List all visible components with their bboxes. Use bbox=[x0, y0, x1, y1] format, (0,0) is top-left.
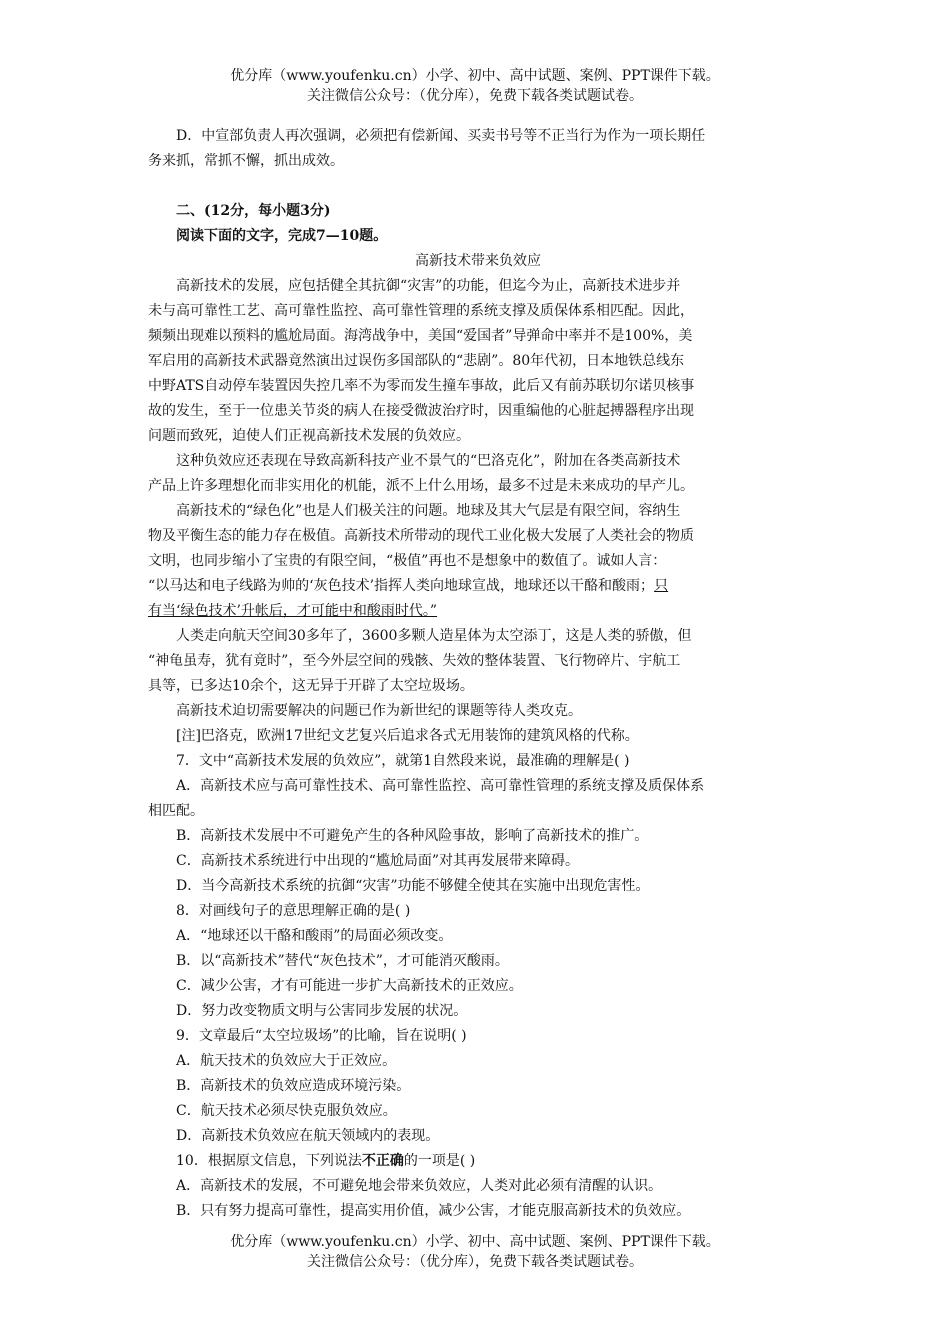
question-stem: 9．文章最后“太空垃圾场”的比喻，旨在说明( ) bbox=[176, 1028, 467, 1044]
text-line bbox=[148, 599, 808, 624]
option-b: B．以“高新技术”替代“灰色技术”，才可能消灭酸雨。 bbox=[176, 953, 509, 969]
option-a: A．航天技术的负效应大于正效应。 bbox=[176, 1053, 397, 1069]
header-line-1: 优分库（www.youfenku.cn）小学、初中、高中试题、案例、PPT课件下载。 bbox=[230, 68, 720, 84]
text-line: 这种负效应还表现在导致高新科技产业不景气的“巴洛克化”，附加在各类高新技术 bbox=[176, 453, 681, 469]
text-line: 物及平衡生态的能力存在极值。高新技术所带动的现代工业化极大发展了人类社会的物质 bbox=[148, 528, 694, 544]
question-stem: 8．对画线句子的意思理解正确的是( ) bbox=[176, 903, 411, 919]
option-a-cont: 相匹配。 bbox=[148, 803, 204, 819]
text-line: 文明，也同步缩小了宝贵的有限空间，“极值”再也不是想象中的数值了。诚如人言： bbox=[148, 553, 667, 569]
option-a: A．高新技术的发展，不可避免地会带来负效应，人类对此必须有清醒的认识。 bbox=[176, 1178, 663, 1194]
option-c: C．航天技术必须尽快克服负效应。 bbox=[176, 1103, 397, 1119]
text-line bbox=[148, 574, 808, 599]
text-line: 频频出现难以预料的尴尬局面。海湾战争中，美国“爱国者”导弹命中率并不是100%，美 bbox=[148, 328, 693, 344]
stem-emphasis: 不正确 bbox=[361, 1153, 404, 1169]
footer-line-1: 优分库（www.youfenku.cn）小学、初中、高中试题、案例、PPT课件下载。 bbox=[230, 1234, 720, 1250]
text-line: 具等，已多达10余个，这无异于开辟了太空垃圾场。 bbox=[148, 678, 474, 694]
option-a: A．“地球还以干酪和酸雨”的局面必须改变。 bbox=[176, 928, 453, 944]
text-line: 未与高可靠性工艺、高可靠性监控、高可靠性管理的系统支撑及质保体系相匹配。因此， bbox=[148, 303, 694, 319]
text-line: 问题而致死，迫使人们正视高新技术发展的负效应。 bbox=[148, 428, 470, 444]
stem-text-end: 的一项是( ) bbox=[403, 1153, 476, 1169]
article-paragraph-5: 高新技术迫切需要解决的问题已作为新世纪的课题等待人类攻克。 bbox=[176, 703, 582, 719]
option-d: D．当今高新技术系统的抗御“灾害”功能不够健全使其在实施中出现危害性。 bbox=[176, 878, 650, 894]
option-c: C．减少公害，才有可能进一步扩大高新技术的正效应。 bbox=[176, 978, 523, 994]
footer-line-2: 关注微信公众号：（优分库），免费下载各类试题试卷。 bbox=[307, 1254, 643, 1270]
question-stem: 7．文中“高新技术发展的负效应”，就第1自然段来说，最准确的理解是( ) bbox=[176, 753, 630, 769]
text-line: 高新技术的“绿色化”也是人们极关注的问题。地球及其大气层是有限空间，容纳生 bbox=[176, 503, 681, 519]
article-title: 高新技术带来负效应 bbox=[415, 253, 541, 269]
text-line: 军启用的高新技术武器竟然演出过误伤多国部队的“悲剧”。80年代初，日本地铁总线东 bbox=[148, 353, 685, 369]
option-a: A．高新技术应与高可靠性技术、高可靠性监控、高可靠性管理的系统支撑及质保体系 bbox=[176, 778, 705, 794]
option-b: B．高新技术发展中不可避免产生的各种风险事故，影响了高新技术的推广。 bbox=[176, 828, 649, 844]
underlined-sentence-start: 只 bbox=[654, 578, 669, 594]
section-heading: 二、(12分，每小题3分) bbox=[176, 203, 331, 219]
option-b: B．高新技术的负效应造成环境污染。 bbox=[176, 1078, 411, 1094]
text-line: 人类走向航天空间30多年了，3600多颗人造星体为太空添丁，这是人类的骄傲，但 bbox=[176, 628, 692, 644]
prev-option-d-line-2: 务来抓，常抓不懈，抓出成效。 bbox=[148, 153, 344, 169]
text-line: 故的发生，至于一位患关节炎的病人在接受微波治疗时，因重编他的心脏起搏器程序出现 bbox=[148, 403, 694, 419]
underlined-sentence-end: 有当‘绿色技术’升帐后，才可能中和酸雨时代。” bbox=[148, 603, 438, 619]
article-note: [注]巴洛克，欧洲17世纪文艺复兴后追求各式无用装饰的建筑风格的代称。 bbox=[176, 728, 639, 744]
option-d: D．高新技术负效应在航天领域内的表现。 bbox=[176, 1128, 440, 1144]
header-line-2: 关注微信公众号：（优分库），免费下载各类试题试卷。 bbox=[307, 88, 643, 104]
option-b: B．只有努力提高可靠性，提高实用价值，减少公害，才能克服高新技术的负效应。 bbox=[176, 1203, 691, 1219]
text-line: “神龟虽寿，犹有竟时”，至今外层空间的残骸、失效的整体装置、飞行物碎片、宇航工 bbox=[148, 653, 681, 669]
option-d: D．努力改变物质文明与公害同步发展的状况。 bbox=[176, 1003, 468, 1019]
section-instruction: 阅读下面的文字，完成7—10题。 bbox=[176, 228, 388, 244]
text-line: 高新技术的发展，应包括健全其抗御“灾害”的功能，但迄今为止，高新技术进步并 bbox=[176, 278, 681, 294]
text-line: 产品上许多理想化而非实用化的机能，派不上什么用场，最多不过是未来成功的早产儿。 bbox=[148, 478, 694, 494]
text-span: “以马达和电子线路为帅的‘灰色技术’指挥人类向地球宣战，地球还以干酪和酸雨； bbox=[148, 578, 655, 594]
prev-option-d-line-1: D．中宣部负责人再次强调，必须把有偿新闻、买卖书号等不正当行为作为一项长期任 bbox=[176, 128, 706, 144]
question-stem bbox=[176, 1149, 808, 1174]
text-line: 中野ATS自动停车装置因失控几率不为零而发生撞车事故，此后又有前苏联切尔诺贝核事 bbox=[148, 378, 695, 394]
stem-text: 10．根据原文信息，下列说法 bbox=[176, 1153, 362, 1169]
option-c: C．高新技术系统进行中出现的“尴尬局面”对其再发展带来障碍。 bbox=[176, 853, 580, 869]
